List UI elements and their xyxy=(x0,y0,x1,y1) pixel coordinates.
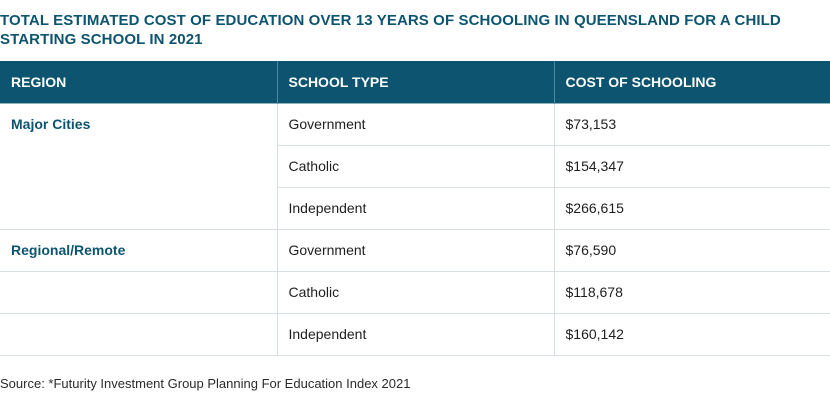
school-type-cell: Government xyxy=(277,229,554,271)
cost-cell: $154,347 xyxy=(554,145,830,187)
region-cell-empty xyxy=(0,313,277,355)
table-row xyxy=(0,103,830,145)
cost-cell: $73,153 xyxy=(554,103,830,145)
cost-cell: $160,142 xyxy=(554,313,830,355)
school-type-cell: Independent xyxy=(277,313,554,355)
table-row xyxy=(0,313,830,355)
region-cell-regional-remote: Regional/Remote xyxy=(0,229,277,271)
region-cell-empty xyxy=(0,271,277,313)
table-header-row xyxy=(0,61,830,103)
table-row xyxy=(0,271,830,313)
source-note: Source: *Futurity Investment Group Planning For Education Index 2021 xyxy=(0,376,411,391)
cost-cell: $118,678 xyxy=(554,271,830,313)
school-type-cell: Government xyxy=(277,103,554,145)
school-type-cell: Catholic xyxy=(277,145,554,187)
header-cost: COST OF SCHOOLING xyxy=(554,61,830,103)
table-title: TOTAL ESTIMATED COST OF EDUCATION OVER 13 YEARS OF SCHOOLING IN QUEENSLAND FOR A CHILD STARTING SCHOOL IN 2021 xyxy=(0,12,781,48)
header-region: REGION xyxy=(0,61,277,103)
region-cell-major-cities: Major Cities xyxy=(0,103,277,229)
cost-cell: $266,615 xyxy=(554,187,830,229)
school-type-cell: Independent xyxy=(277,187,554,229)
cost-table xyxy=(0,61,830,356)
school-type-cell: Catholic xyxy=(277,271,554,313)
cost-cell: $76,590 xyxy=(554,229,830,271)
table-row xyxy=(0,229,830,271)
header-school-type: SCHOOL TYPE xyxy=(277,61,554,103)
